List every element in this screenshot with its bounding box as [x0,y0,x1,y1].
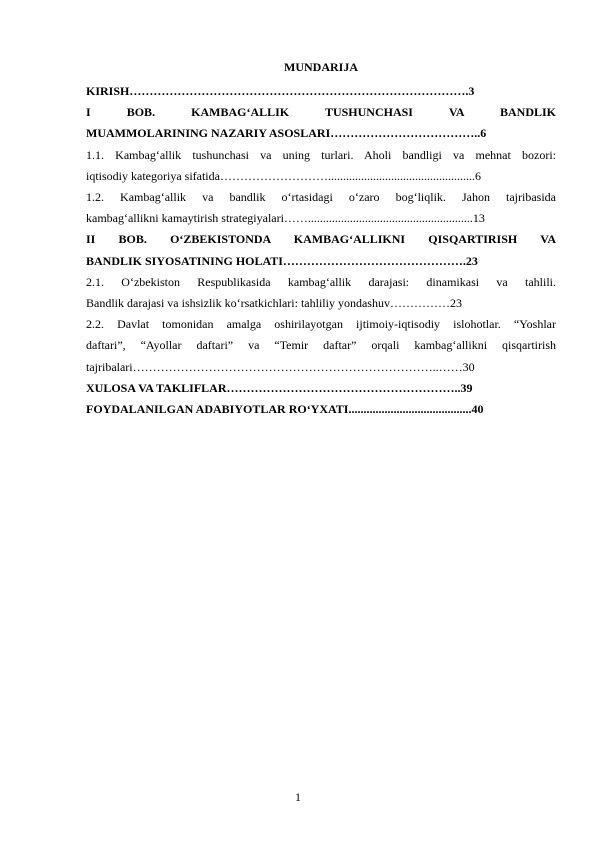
toc-line: Bandlik darajasi va ishsizlik ko‘rsatkichlari: tahliliy yondashuv……………23 [86,296,462,311]
toc-line: tajribalari…………………………………………………………………..……30 [86,359,475,374]
toc-entry-section-2-1 [86,272,556,314]
table-of-contents [86,57,556,420]
toc-title: MUNDARIJA [284,60,358,74]
toc-line: iqtisodiy kategoriya sifatida……………………….................................................6 [86,168,481,183]
toc-line: 2.1. O‘zbekiston Respublikasida kambag‘allik darajasi: dinamikasi va tahlili. [86,274,556,289]
toc-line: XULOSA VA TAKLIFLAR…………………………………………………..39 [86,380,473,395]
toc-entry-conclusion [86,378,556,399]
toc-line: daftari”, “Ayollar daftari” va “Temir daftar” orqali kambag‘allikni qisqartirish [86,338,556,353]
toc-line: BANDLIK SIYOSATINING HOLATI……………………………………….23 [86,253,478,268]
toc-entry-references [86,399,556,420]
toc-entry-chapter-1 [86,102,556,144]
toc-entry-section-2-2 [86,314,556,378]
toc-entry-introduction [86,81,556,102]
toc-line: 2.2. Davlat tomonidan amalga oshirilayotgan ijtimoiy-iqtisodiy islohotlar. “Yoshlar [86,317,556,332]
toc-line: kambag‘allikni kamaytirish strategiyalari…….......................................................13 [86,211,485,226]
toc-line: I BOB. KAMBAG‘ALLIK TUSHUNCHASI VA BANDLIK [86,105,556,120]
toc-entry-chapter-2 [86,229,556,271]
page-number: 1 [295,790,301,804]
toc-line: FOYDALANILGAN ADABIYOTLAR RO‘YXATI.........................................40 [86,402,484,417]
toc-entry-section-1-1 [86,145,556,187]
toc-line: 1.2. Kambag‘allik va bandlik o‘rtasidagi o‘zaro bog‘liqlik. Jahon tajribasida [86,190,556,205]
toc-entry-section-1-2 [86,187,556,229]
toc-line: KIRISH………………………………………………………………………….3 [86,84,475,98]
toc-line: MUAMMOLARINING NAZARIY ASOSLARI………………………………..6 [86,126,487,141]
toc-line: 1.1. Kambag‘allik tushunchasi va uning turlari. Aholi bandligi va mehnat bozori: [86,147,556,162]
toc-line: II BOB. O‘ZBEKISTONDA KAMBAG‘ALLIKNI QISQARTIRISH VA [86,232,556,247]
